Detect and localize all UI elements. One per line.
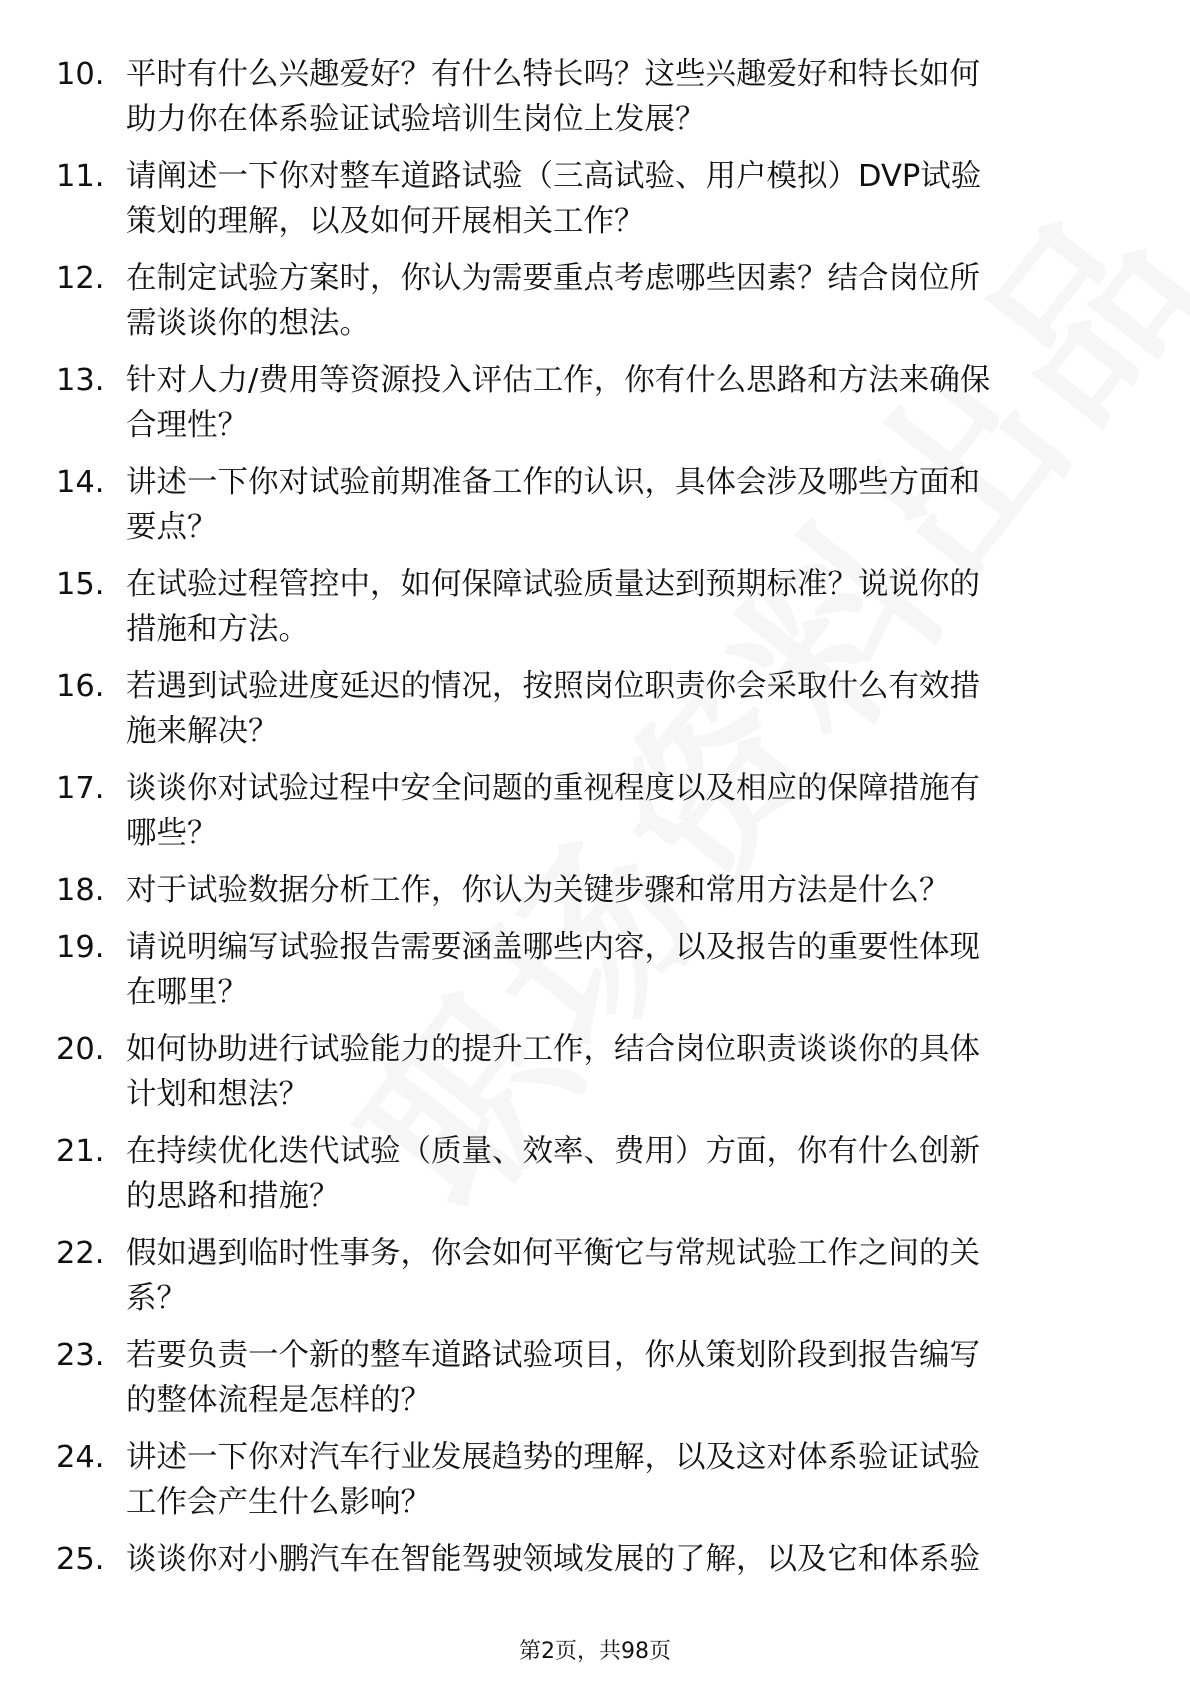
- question-text: [126, 1435, 1136, 1525]
- question-list: [56, 52, 1136, 1594]
- question-text-line: 在试验过程管控中，如何保障试验质量达到预期标准？说说你的: [126, 567, 980, 602]
- question-item: [56, 460, 1136, 550]
- question-number: 20.: [56, 1032, 105, 1067]
- question-text-line: 平时有什么兴趣爱好？有什么特长吗？这些兴趣爱好和特长如何: [126, 57, 980, 92]
- question-item: [56, 1537, 1136, 1582]
- question-text: [126, 52, 1136, 142]
- question-number: 17.: [56, 771, 105, 806]
- question-text-line: 请说明编写试验报告需要涵盖哪些内容，以及报告的重要性体现: [126, 930, 980, 965]
- question-number: 16.: [56, 669, 105, 704]
- question-text-line: 措施和方法。: [126, 612, 309, 647]
- question-text-line: 讲述一下你对试验前期准备工作的认识，具体会涉及哪些方面和: [126, 465, 980, 500]
- question-number: 23.: [56, 1338, 105, 1373]
- question-text-line: 谈谈你对试验过程中安全问题的重视程度以及相应的保障措施有: [126, 771, 980, 806]
- question-text: [126, 766, 1136, 856]
- question-item: [56, 154, 1136, 244]
- question-number: 21.: [56, 1134, 105, 1169]
- question-text-line: 要点？: [126, 510, 218, 545]
- question-text-line: 谈谈你对小鹏汽车在智能驾驶领域发展的了解，以及它和体系验: [126, 1542, 980, 1577]
- question-text-line: 策划的理解，以及如何开展相关工作？: [126, 204, 645, 239]
- question-text-line: 的整体流程是怎样的？: [126, 1383, 431, 1418]
- question-text: [126, 1537, 1136, 1582]
- question-text-line: 如何协助进行试验能力的提升工作，结合岗位职责谈谈你的具体: [126, 1032, 980, 1067]
- question-text-line: 假如遇到临时性事务，你会如何平衡它与常规试验工作之间的关: [126, 1236, 980, 1271]
- question-number: 19.: [56, 930, 105, 965]
- question-number: 24.: [56, 1440, 105, 1475]
- question-text-line: 系？: [126, 1281, 187, 1316]
- question-text: [126, 1027, 1136, 1117]
- question-text-line: 若要负责一个新的整车道路试验项目，你从策划阶段到报告编写: [126, 1338, 980, 1373]
- question-text-line: 哪些？: [126, 816, 218, 851]
- question-text-line: 请阐述一下你对整车道路试验（三高试验、用户模拟）DVP试验: [126, 159, 982, 194]
- question-number: 14.: [56, 465, 105, 500]
- question-text: [126, 256, 1136, 346]
- question-text-line: 合理性？: [126, 408, 248, 443]
- page-number: 第2页，共98页: [519, 1639, 671, 1664]
- question-item: [56, 562, 1136, 652]
- question-number: 13.: [56, 363, 105, 398]
- question-text-line: 需谈谈你的想法。: [126, 306, 370, 341]
- question-item: [56, 1027, 1136, 1117]
- question-item: [56, 358, 1136, 448]
- question-text-line: 计划和想法？: [126, 1077, 309, 1112]
- question-number: 25.: [56, 1542, 105, 1577]
- question-text: [126, 664, 1136, 754]
- question-text: [126, 562, 1136, 652]
- question-number: 11.: [56, 159, 105, 194]
- question-item: [56, 256, 1136, 346]
- question-text-line: 工作会产生什么影响？: [126, 1485, 431, 1520]
- question-number: 18.: [56, 873, 105, 908]
- question-text: [126, 154, 1136, 244]
- question-text-line: 施来解决？: [126, 714, 279, 749]
- question-text-line: 对于试验数据分析工作，你认为关键步骤和常用方法是什么？: [126, 873, 950, 908]
- question-text: [126, 460, 1136, 550]
- question-item: [56, 766, 1136, 856]
- question-item: [56, 1333, 1136, 1423]
- question-number: 15.: [56, 567, 105, 602]
- question-number: 22.: [56, 1236, 105, 1271]
- question-text-line: 针对人力/费用等资源投入评估工作，你有什么思路和方法来确保: [126, 363, 991, 398]
- question-text: [126, 358, 1136, 448]
- question-number: 12.: [56, 261, 105, 296]
- question-text-line: 的思路和措施？: [126, 1179, 340, 1214]
- question-text-line: 助力你在体系验证试验培训生岗位上发展？: [126, 102, 706, 137]
- question-item: [56, 868, 1136, 913]
- question-text: [126, 868, 1136, 913]
- question-text-line: 在哪里？: [126, 975, 248, 1010]
- question-text: [126, 1333, 1136, 1423]
- question-item: [56, 664, 1136, 754]
- question-item: [56, 1435, 1136, 1525]
- question-item: [56, 1129, 1136, 1219]
- question-item: [56, 925, 1136, 1015]
- question-text-line: 在制定试验方案时，你认为需要重点考虑哪些因素？结合岗位所: [126, 261, 980, 296]
- question-text: [126, 925, 1136, 1015]
- question-text-line: 讲述一下你对汽车行业发展趋势的理解，以及这对体系验证试验: [126, 1440, 980, 1475]
- question-text-line: 在持续优化迭代试验（质量、效率、费用）方面，你有什么创新: [126, 1134, 980, 1169]
- question-item: [56, 1231, 1136, 1321]
- question-text-line: 若遇到试验进度延迟的情况，按照岗位职责你会采取什么有效措: [126, 669, 980, 704]
- question-text: [126, 1129, 1136, 1219]
- question-number: 10.: [56, 57, 105, 92]
- question-text: [126, 1231, 1136, 1321]
- question-item: [56, 52, 1136, 142]
